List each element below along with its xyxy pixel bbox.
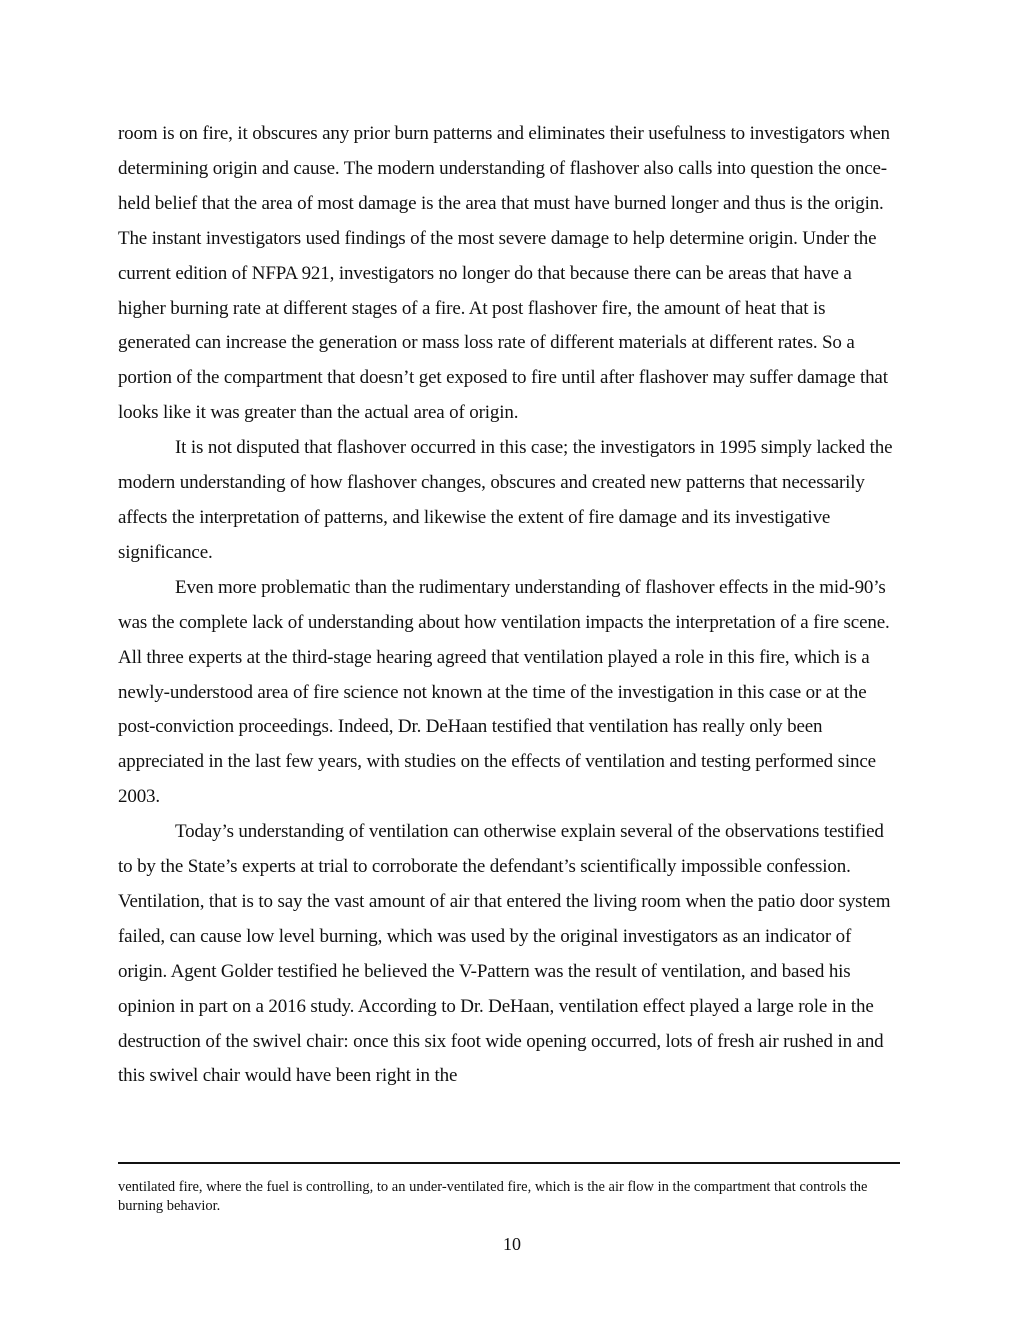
paragraph-3: Even more problematic than the rudimentary understanding of flashover effects in the mid-90’s was the complete lack of understanding about how ventilation impacts the interpretation of a fire scene. All three experts at the third-stage hearing agreed that ventilation played a role in this fire, which is a newly-understood area of fire science not known at the time of the investigation in this case or at the post-conviction proceedings. Indeed, Dr. DeHaan testified that ventilation has really only been appreciated in the last few years, with studies on the effects of ventilation and testing performed since 2003. <box>118 576 890 808</box>
footnote-divider <box>118 1162 900 1164</box>
footnote-text: ventilated fire, where the fuel is controlling, to an under-ventilated fire, which is the air flow in the compartment that controls the burning behavior. <box>118 1179 868 1214</box>
body-text <box>118 117 902 1094</box>
paragraph-1: room is on fire, it obscures any prior burn patterns and eliminates their usefulness to investigators when determining origin and cause. The modern understanding of flashover also calls into question the once-held belief that the area of most damage is the area that must have burned longer and thus is the origin. The instant investigators used findings of the most severe damage to help determine origin. Under the current edition of NFPA 921, investigators no longer do that because there can be areas that have a higher burning rate at different stages of a fire. At post flashover fire, the amount of heat that is generated can increase the generation or mass loss rate of different materials at different rates. So a portion of the compartment that doesn’t get exposed to fire until after flashover may suffer damage that looks like it was greater than the actual area of origin. <box>118 123 890 424</box>
paragraph-2: It is not disputed that flashover occurred in this case; the investigators in 1995 simply lacked the modern understanding of how flashover changes, obscures and created new patterns that necessarily affects the interpretation of patterns, and likewise the extent of fire damage and its investigative significance. <box>118 437 893 563</box>
page-number: 10 <box>503 1234 521 1254</box>
paragraph-4: Today’s understanding of ventilation can otherwise explain several of the observations testified to by the State’s experts at trial to corroborate the defendant’s scientifically impossible confession. Ventilation, that is to say the vast amount of air that entered the living room when the patio door system failed, can cause low level burning, which was used by the original investigators as an indicator of origin. Agent Golder testified he believed the V-Pattern was the result of ventilation, and based his opinion in part on a 2016 study. According to Dr. DeHaan, ventilation effect played a large role in the destruction of the swivel chair: once this six foot wide opening occurred, lots of fresh air rushed in and this swivel chair would have been right in the <box>118 821 891 1087</box>
